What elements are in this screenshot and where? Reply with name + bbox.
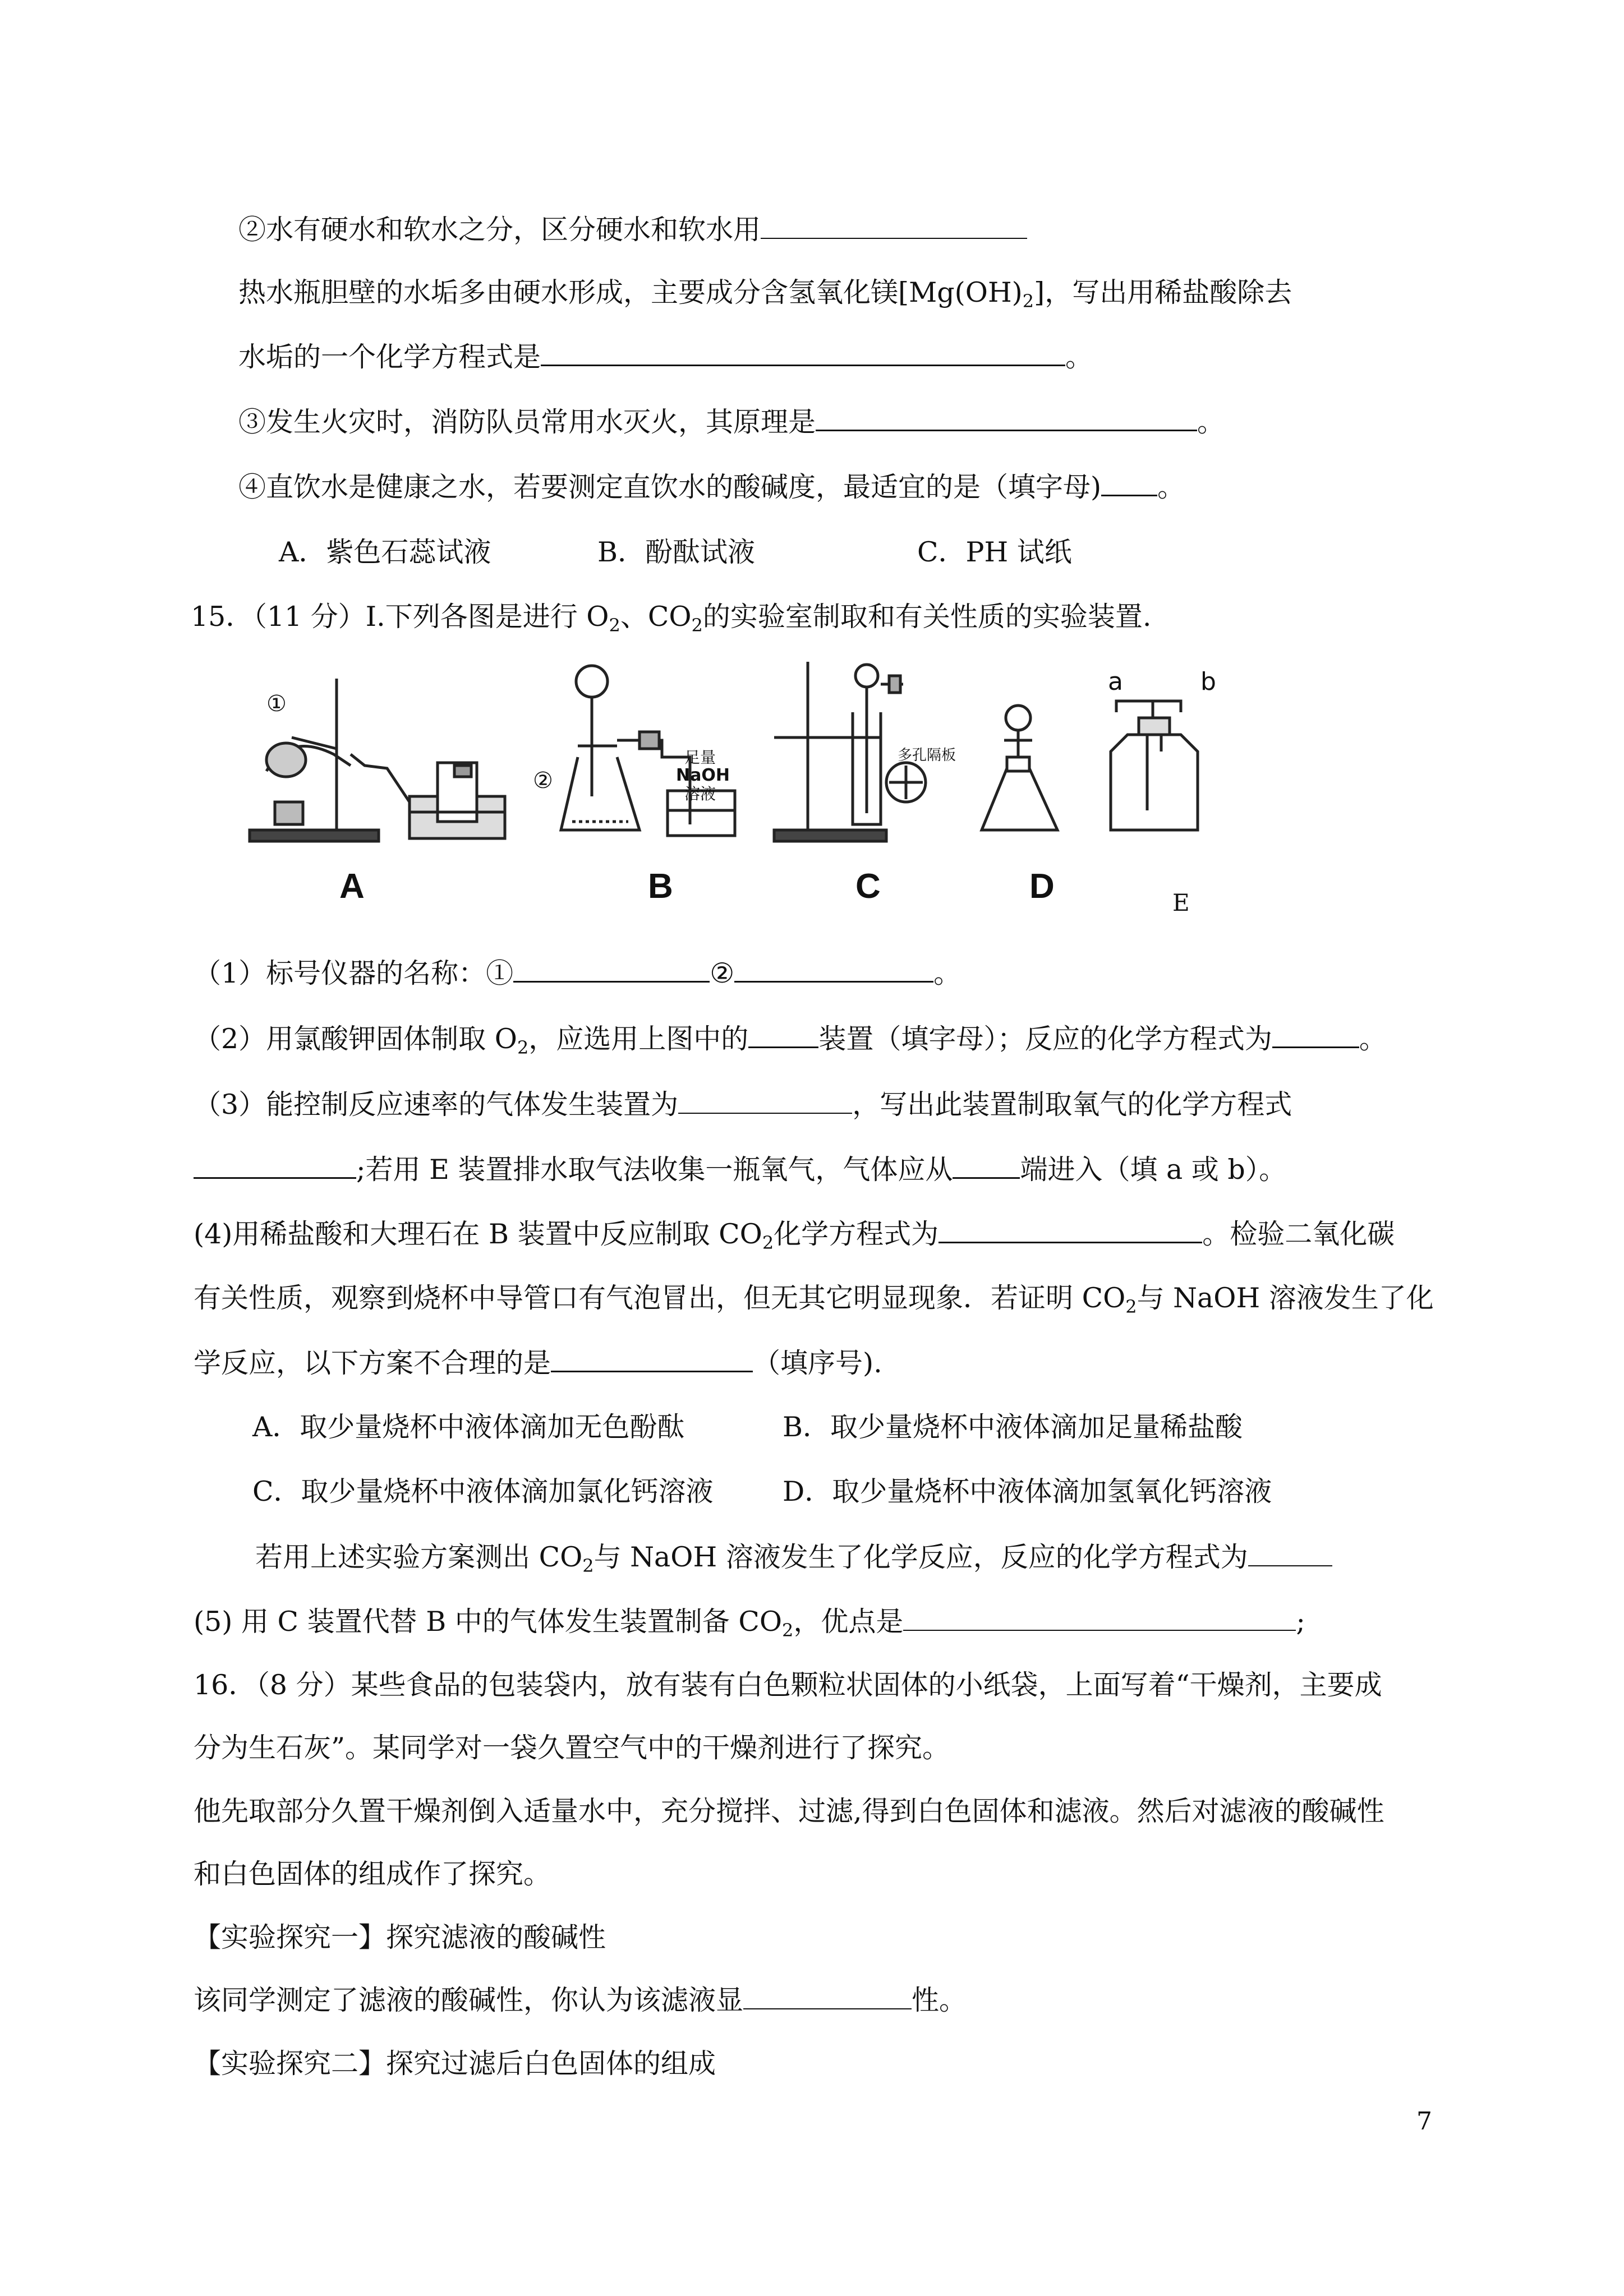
text-line [194, 1731, 950, 1765]
section-title: 【实验探究一】探究滤液的酸碱性 [194, 1921, 606, 1953]
answer-blank[interactable] [1272, 1022, 1359, 1048]
question-text: 和白色固体的组成作了探究。 [194, 1858, 551, 1890]
question-text: 15．（11 分）Ⅰ.下列各图是进行 O [191, 601, 609, 633]
punctuation: 。 [1197, 406, 1225, 438]
text-line [255, 1541, 1332, 1583]
question-text: ② [710, 957, 735, 989]
figure-label-a: A [339, 867, 365, 906]
answer-blank[interactable] [748, 1022, 818, 1048]
option-d [783, 1475, 1272, 1509]
figure-text: 多孔隔板 [898, 747, 956, 764]
figure-label-b: B [648, 867, 673, 906]
question-text: 化学方程式为 [774, 1218, 939, 1250]
question-text: ，优点是 [793, 1606, 904, 1638]
text-line [238, 405, 1225, 439]
option-b [783, 1410, 1243, 1444]
option-text: A．紫色石蕊试液 [279, 536, 491, 568]
question-text: ]，写出用稀盐酸除去 [1034, 276, 1292, 308]
figure-text: ② [533, 768, 553, 794]
text-line [194, 1152, 1286, 1187]
answer-blank[interactable] [903, 1605, 1296, 1631]
question-text: ，写出此装置制取氧气的化学方程式 [852, 1089, 1292, 1121]
question-text: 16．（8 分）某些食品的包装袋内，放有装有白色颗粒状固体的小纸袋，上面写着“干燥剂，主要成 [194, 1669, 1382, 1701]
page-number: 7 [1416, 2107, 1432, 2136]
answer-blank[interactable] [541, 340, 1065, 366]
question-text: 的实验室制取和有关性质的实验装置. [702, 601, 1152, 633]
text-line [194, 1605, 1305, 1647]
punctuation: ; [1296, 1606, 1305, 1638]
answer-blank[interactable] [734, 956, 933, 983]
question-text: 与 NaOH 溶液发生了化学反应，反应的化学方程式为 [594, 1541, 1248, 1573]
question-text: 端进入（填 a 或 b）。 [1020, 1154, 1287, 1186]
question-15-heading [191, 600, 1151, 642]
option-text: D．取少量烧杯中液体滴加氢氧化钙溶液 [783, 1476, 1272, 1507]
question-text: （2）用氯酸钾固体制取 O [194, 1023, 517, 1055]
option-text: A．取少量烧杯中液体滴加无色酚酞 [252, 1411, 685, 1443]
figure-text: ① [266, 691, 287, 717]
text-line [238, 213, 1027, 247]
answer-blank[interactable] [743, 1984, 912, 2009]
question-text: 性。 [912, 1984, 967, 2016]
text-line [194, 1795, 1384, 1828]
question-text: 。检验二氧化碳 [1202, 1218, 1395, 1250]
question-text: 他先取部分久置干燥剂倒入适量水中，充分搅拌、过滤,得到白色固体和滤液。然后对滤液的酸碱性 [194, 1795, 1384, 1827]
figure-text: 足量 [684, 748, 716, 767]
option-a [279, 536, 491, 569]
option-b [597, 536, 755, 569]
answer-blank[interactable] [678, 1088, 852, 1114]
text-line [194, 1346, 882, 1380]
subscript: 2 [691, 615, 703, 636]
apparatus-d [982, 706, 1057, 830]
text-line [238, 340, 1093, 374]
text-line [194, 1984, 967, 2017]
figure-text: 溶液 [684, 785, 716, 803]
question-text: 装置（填字母）；反应的化学方程式为 [818, 1023, 1272, 1055]
question-text: 该同学测定了滤液的酸碱性，你认为该滤液显 [194, 1984, 744, 2016]
subscript: 2 [762, 1232, 774, 1253]
subscript: 2 [582, 1555, 594, 1576]
text-line [194, 1857, 551, 1891]
option-text: B．酚酞试液 [597, 536, 756, 568]
apparatus-a [250, 679, 505, 841]
answer-blank[interactable] [761, 213, 1027, 239]
option-text: C．取少量烧杯中液体滴加氯化钙溶液 [252, 1476, 714, 1507]
question-text: 学反应，以下方案不合理的是 [194, 1347, 551, 1379]
port-b-label: b [1200, 667, 1216, 696]
section-heading [194, 1921, 606, 1954]
question-16-heading [194, 1668, 1382, 1702]
question-text: ;若用 E 装置排水取气法收集一瓶氧气，气体应从 [356, 1154, 953, 1186]
question-text: 热水瓶胆壁的水垢多由硬水形成，主要成分含氢氧化镁[Mg(OH) [238, 276, 1023, 308]
text-line [194, 1217, 1395, 1260]
question-text: (5) 用 C 装置代替 B 中的气体发生装置制备 CO [194, 1606, 783, 1638]
option-c [917, 536, 1072, 569]
figure-label-d: D [1029, 867, 1055, 906]
section-heading [194, 2047, 716, 2081]
apparatus-figure [241, 662, 1251, 925]
subscript: 2 [517, 1037, 529, 1058]
text-line [194, 1022, 1387, 1064]
answer-blank[interactable] [1248, 1541, 1332, 1566]
answer-blank[interactable] [816, 405, 1197, 431]
punctuation: 。 [1065, 341, 1093, 373]
question-text: （填序号). [753, 1347, 882, 1379]
apparatus-e [1111, 701, 1198, 830]
question-text: ④直饮水是健康之水，若要测定直饮水的酸碱度，最适宜的是（填字母) [238, 471, 1102, 503]
text-line [238, 470, 1185, 504]
question-text: 若用上述实验方案测出 CO [255, 1541, 583, 1573]
option-c [252, 1475, 714, 1509]
option-text: C．PH 试纸 [917, 536, 1072, 568]
question-text: （3）能控制反应速率的气体发生装置为 [194, 1089, 679, 1121]
answer-blank[interactable] [938, 1217, 1202, 1243]
figure-text: NaOH [676, 766, 730, 785]
option-a [252, 1410, 684, 1444]
subscript: 2 [782, 1620, 794, 1641]
answer-blank[interactable] [1101, 470, 1157, 496]
text-line [194, 956, 961, 990]
punctuation: 。 [1157, 471, 1185, 503]
question-text: 水垢的一个化学方程式是 [238, 341, 541, 373]
option-text: B．取少量烧杯中液体滴加足量稀盐酸 [783, 1411, 1243, 1443]
figure-label-c: C [855, 867, 881, 906]
question-text: （1）标号仪器的名称：① [194, 957, 514, 989]
question-text: 有关性质，观察到烧杯中导管口有气泡冒出，但无其它明显现象．若证明 CO [194, 1282, 1126, 1314]
question-text: 、CO [620, 601, 692, 633]
question-text: (4)用稀盐酸和大理石在 B 装置中反应制取 CO [194, 1218, 762, 1250]
answer-blank[interactable] [194, 1152, 356, 1179]
question-text: 与 NaOH 溶液发生了化 [1137, 1282, 1434, 1314]
port-a-label: a [1108, 667, 1123, 696]
question-text: ③发生火灾时，消防队员常用水灭火，其原理是 [238, 406, 816, 438]
punctuation: 。 [1359, 1023, 1387, 1055]
answer-blank[interactable] [513, 956, 710, 983]
text-line [194, 1088, 1292, 1122]
subscript: 2 [609, 615, 620, 636]
subscript: 2 [1125, 1296, 1137, 1317]
text-line [238, 276, 1292, 318]
subscript: 2 [1022, 291, 1034, 312]
punctuation: 。 [933, 957, 961, 989]
question-text: 分为生石灰”。某同学对一袋久置空气中的干燥剂进行了探究。 [194, 1732, 950, 1764]
figure-label-e: E [1172, 889, 1190, 916]
apparatus-drawing [241, 662, 1251, 925]
question-text: ，应选用上图中的 [528, 1023, 749, 1055]
answer-blank[interactable] [551, 1346, 753, 1372]
section-title: 【实验探究二】探究过滤后白色固体的组成 [194, 2048, 716, 2080]
question-text: ②水有硬水和软水之分，区分硬水和软水用 [238, 214, 761, 246]
text-line [194, 1281, 1434, 1324]
answer-blank[interactable] [953, 1152, 1020, 1179]
